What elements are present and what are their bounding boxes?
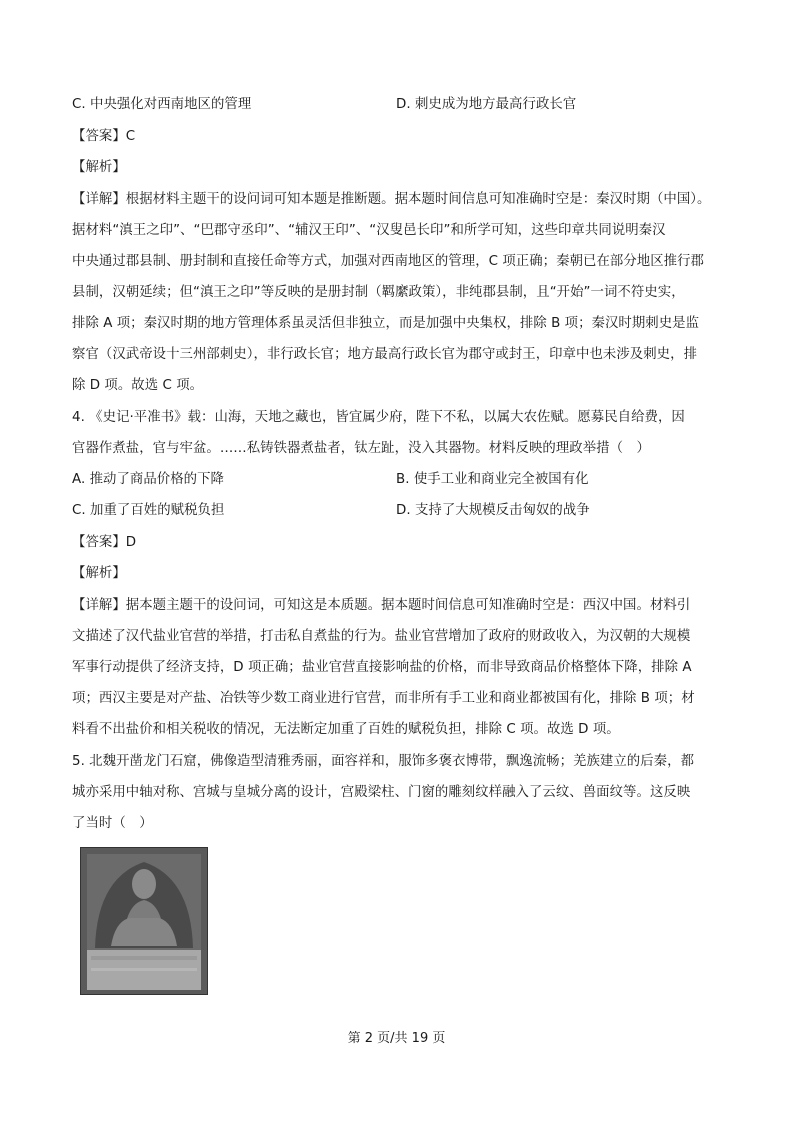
buddha-statue-photo — [80, 847, 208, 995]
buddha-statue-illustration — [81, 848, 207, 994]
q4-stem-line: 4. 《史记·平准书》载：山海，天地之藏也，皆宜属少府，陛下不私，以属大农佐赋。愿募民自给费，因 — [72, 410, 685, 425]
q4-option-a: A. 推动了商品价格的下降 — [72, 472, 224, 487]
q5-stem-line: 了当时（ ） — [72, 816, 153, 831]
q4-option-d: D. 支持了大规模反击匈奴的战争 — [396, 503, 590, 518]
q3-detail-line: 察官（汉武帝设十三州部刺史），非行政长官；地方最高行政长官为郡守或封王，印章中也未涉及刺史，排 — [72, 347, 698, 362]
q4-option-c: C. 加重了百姓的赋税负担 — [72, 503, 225, 518]
q3-detail-line: 排除 A 项；秦汉时期的地方管理体系虽灵活但非独立，而是加强中央集权，排除 B 项；秦汉时期刺史是监 — [72, 316, 700, 331]
page-footer: 第 2 页/共 19 页 — [347, 1031, 446, 1046]
q4-detail-line: 项；西汉主要是对产盐、冶铁等少数工商业进行官营，而非所有手工业和商业都被国有化，排除 B 项；材 — [72, 691, 695, 706]
q4-stem-line: 官器作煮盐，官与牢盆。……私铸铁器煮盐者，钛左趾，没入其器物。材料反映的理政举措（ ） — [72, 441, 650, 456]
q4-answer: 【答案】D — [72, 535, 137, 550]
q3-analysis-label: 【解析】 — [72, 160, 126, 175]
q3-option-d: D. 刺史成为地方最高行政长官 — [396, 97, 577, 112]
q3-option-c: C. 中央强化对西南地区的管理 — [72, 97, 252, 112]
q5-stem-line: 5. 北魏开凿龙门石窟，佛像造型清雅秀丽，面容祥和，服饰多褒衣博带，飘逸流畅；羌族建立的后秦，都 — [72, 754, 695, 769]
q4-detail-line: 【详解】据本题主题干的设问词，可知这是本质题。据本题时间信息可知准确时空是：西汉中国。材料引 — [72, 598, 691, 613]
q3-detail-line: 除 D 项。故选 C 项。 — [72, 378, 204, 393]
q5-stem-line: 城亦采用中轴对称、宫城与皇城分离的设计，宫殿梁柱、门窗的雕刻纹样融入了云纹、兽面纹等。这反映 — [72, 785, 691, 800]
q3-detail-line: 据材料“滇王之印”、“巴郡守丞印”、“辅汉王印”、“汉叟邑长印”和所学可知，这些印章共同说明秦汉 — [72, 223, 666, 238]
q4-option-b: B. 使手工业和商业完全被国有化 — [396, 472, 589, 487]
q3-answer: 【答案】C — [72, 129, 136, 144]
q4-detail-line: 料看不出盐价和相关税收的情况，无法断定加重了百姓的赋税负担，排除 C 项。故选 D 项。 — [72, 722, 620, 737]
q4-analysis-label: 【解析】 — [72, 566, 126, 581]
q3-detail-line: 中央通过郡县制、册封制和直接任命等方式，加强对西南地区的管理，C 项正确；秦朝已在部分地区推行郡 — [72, 254, 704, 269]
q3-detail-line: 【详解】根据材料主题干的设问词可知本题是推断题。据本题时间信息可知准确时空是：秦汉时期（中国）。 — [72, 192, 711, 207]
q3-detail-line: 县制，汉朝延续；但“滇王之印”等反映的是册封制（羁縻政策），非纯郡县制，且“开始”一词不符史实， — [72, 285, 685, 300]
q4-detail-line: 军事行动提供了经济支持，D 项正确；盐业官营直接影响盐的价格，而非导致商品价格整体下降，排除 A — [72, 660, 692, 675]
q4-detail-line: 文描述了汉代盐业官营的举措，打击私自煮盐的行为。盐业官营增加了政府的财政收入，为汉朝的大规模 — [72, 629, 691, 644]
